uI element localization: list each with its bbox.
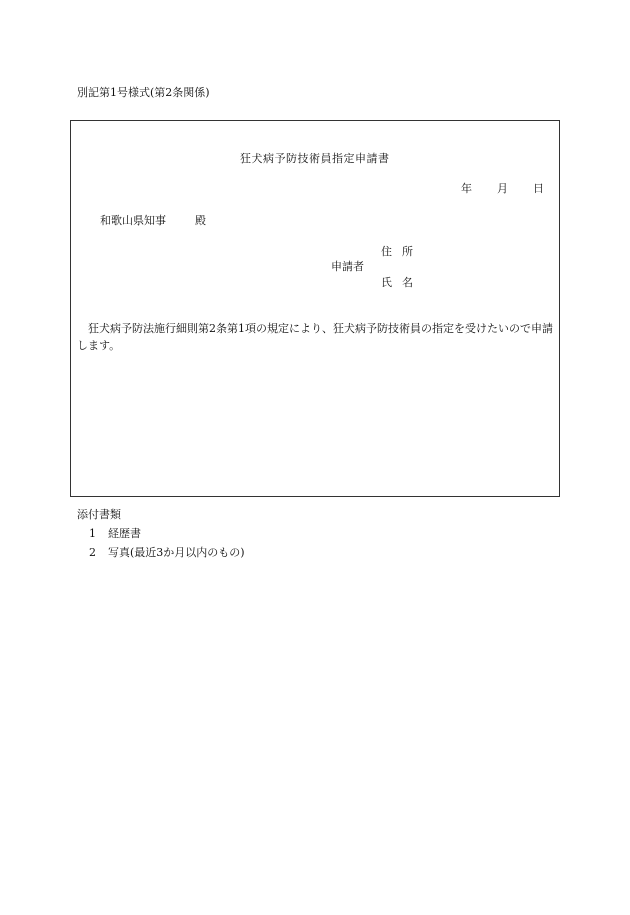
- form-header: 別記第1号様式(第2条関係): [77, 86, 210, 99]
- name-label: 氏名: [381, 276, 423, 289]
- attachment-item-number: 2: [89, 546, 96, 559]
- date-month-label: 月: [497, 182, 508, 195]
- address-label: 住所: [381, 245, 423, 258]
- document-title: 狂犬病予防技術員指定申請書: [240, 152, 390, 165]
- attachments-title: 添付書類: [77, 508, 121, 521]
- honorific: 殿: [195, 214, 206, 227]
- attachment-item-text: 経歴書: [108, 527, 141, 540]
- applicant-label: 申請者: [331, 260, 364, 273]
- addressee: 和歌山県知事: [100, 214, 166, 227]
- date-day-label: 日: [533, 182, 544, 195]
- application-body-text: 狂犬病予防法施行細則第2条第1項の規定により、狂犬病予防技術員の指定を受けたいので申請します。: [77, 322, 553, 352]
- attachment-item-text: 写真(最近3か月以内のもの): [108, 546, 245, 559]
- date-year-label: 年: [461, 182, 472, 195]
- attachment-item-number: 1: [89, 527, 96, 540]
- application-form-box: [70, 120, 560, 497]
